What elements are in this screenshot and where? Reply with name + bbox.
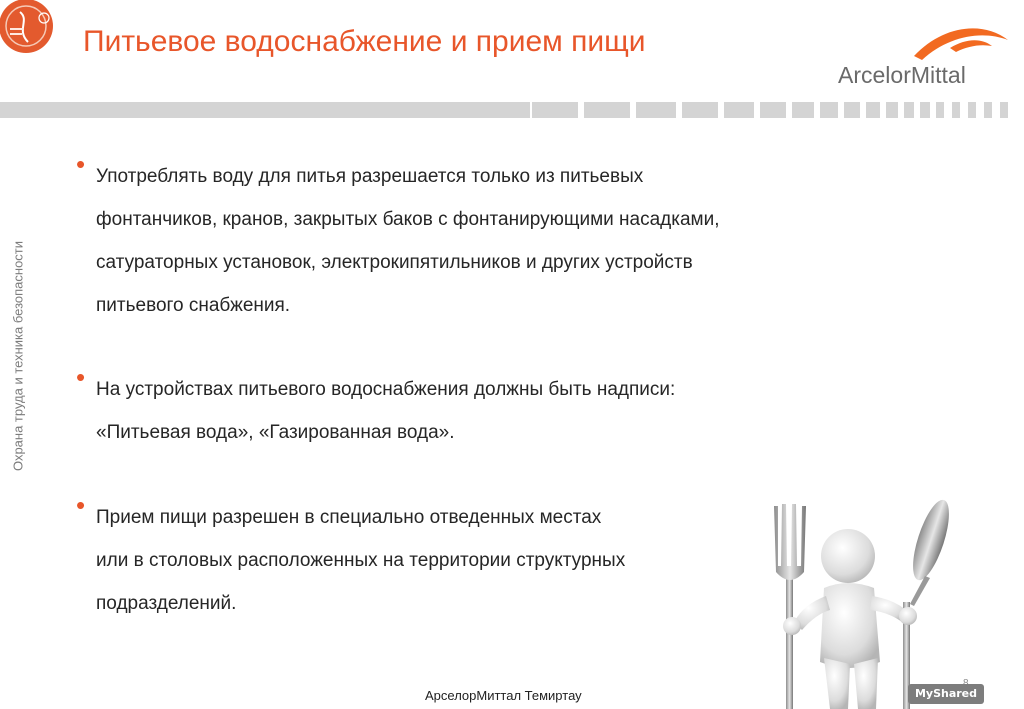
brand-name: ArcelorMittal bbox=[838, 62, 966, 88]
footer-text: АрселорМиттал Темиртау bbox=[425, 688, 582, 703]
person-with-fork-and-spoon-icon bbox=[760, 492, 1000, 709]
bullet-line: подразделений. bbox=[96, 593, 237, 614]
bullet-line: питьевого снабжения. bbox=[96, 295, 291, 316]
bullet-line: фонтанчиков, кранов, закрытых баков с фонтанирующими насадками, bbox=[96, 209, 720, 230]
bullet-dot-icon: • bbox=[76, 490, 86, 520]
watermark-badge[interactable]: MyShared bbox=[908, 684, 984, 704]
bullet-line: «Питьевая вода», «Газированная вода». bbox=[96, 422, 455, 443]
bullet-line: Употреблять воду для питья разрешается только из питьевых bbox=[96, 166, 644, 187]
bullet-line: или в столовых расположенных на территории структурных bbox=[96, 550, 626, 571]
header-band bbox=[0, 102, 1024, 118]
bullet-line: сатураторных установок, электрокипятильников и других устройств bbox=[96, 252, 693, 273]
bullet-item bbox=[76, 490, 876, 625]
round-emblem-icon bbox=[0, 0, 60, 60]
bullet-dot-icon: • bbox=[76, 362, 86, 392]
side-caption: Охрана труда и техника безопасности bbox=[10, 240, 26, 472]
bullet-line: На устройствах питьевого водоснабжения должны быть надписи: bbox=[96, 379, 676, 400]
bullet-dot-icon: • bbox=[76, 149, 86, 179]
bullet-list bbox=[76, 149, 876, 625]
bullet-item bbox=[76, 362, 876, 454]
bullet-line: Прием пищи разрешен в специально отведенных местах bbox=[96, 507, 602, 528]
bullet-item bbox=[76, 149, 876, 327]
slide-title: Питьевое водоснабжение и прием пищи bbox=[83, 25, 646, 58]
